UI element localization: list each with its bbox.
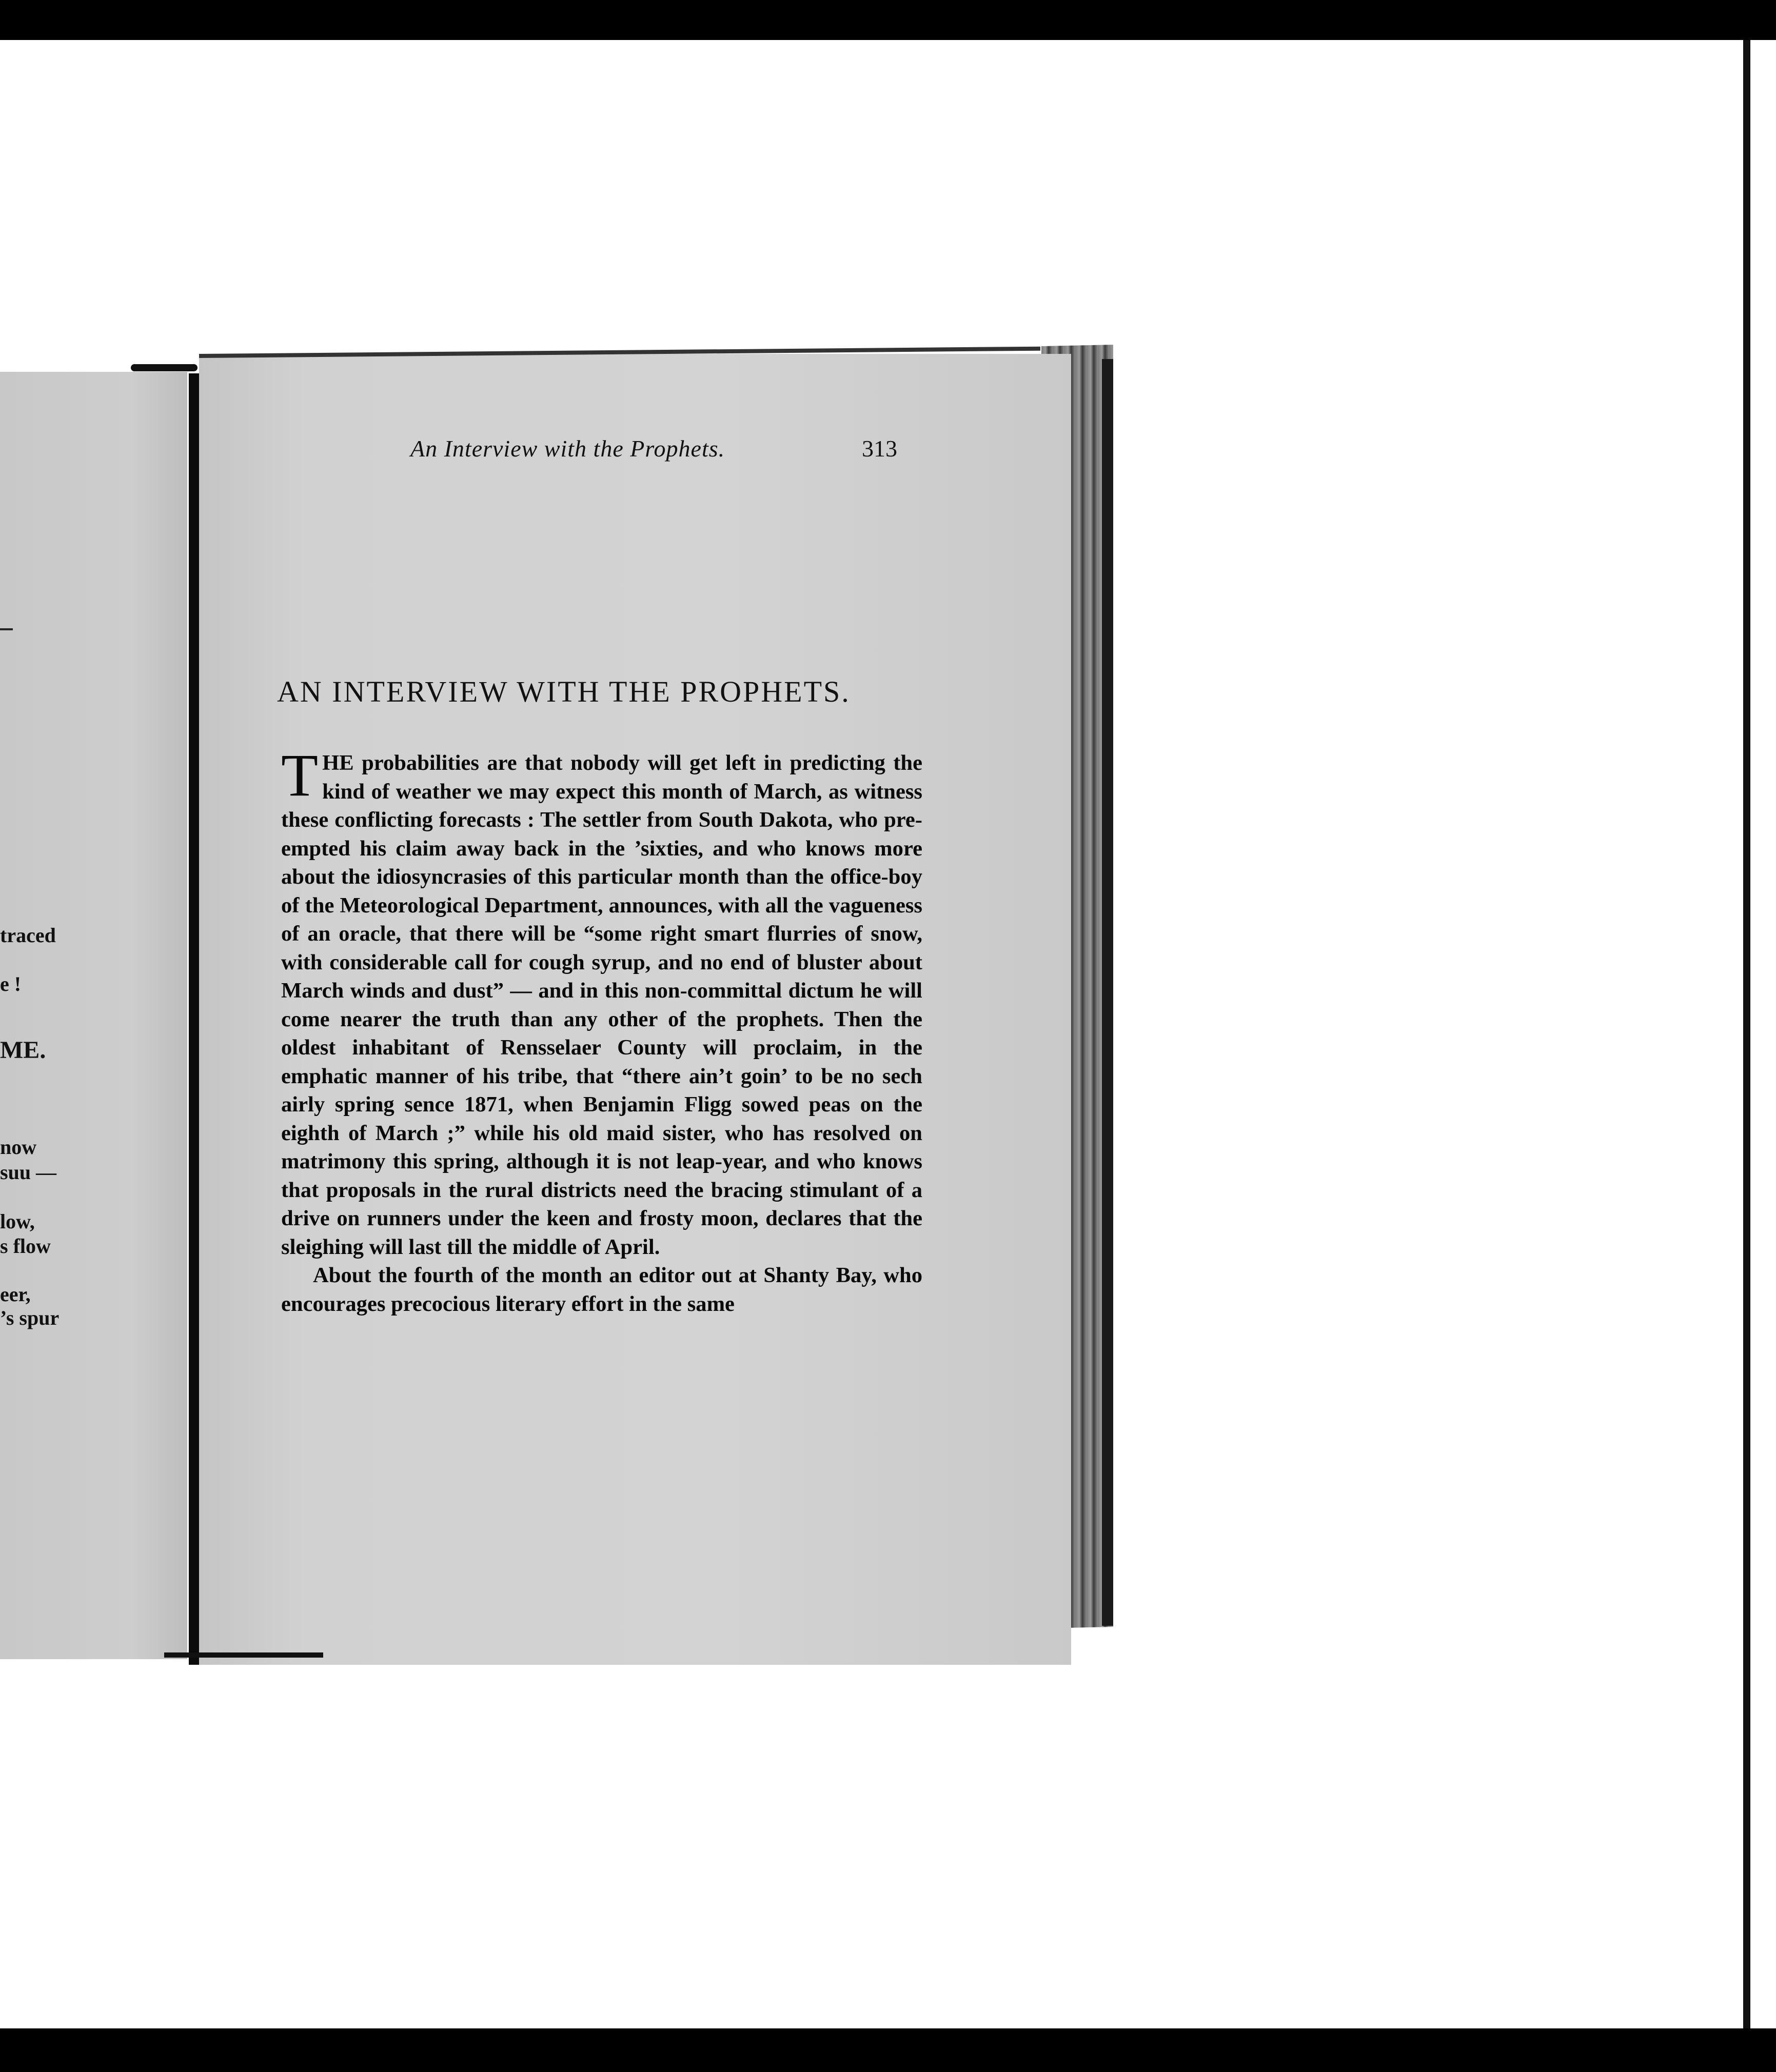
back-cover-edge (1102, 359, 1113, 1626)
running-head: An Interview with the Prophets. (410, 435, 725, 462)
paragraph: About the fourth of the month an editor out at Shanty Bay, who encourages precocious literary effort in the same (281, 1263, 922, 1316)
body-text (281, 742, 922, 1318)
left-fragment: ’s spur (0, 1306, 60, 1329)
scan-right-border (1743, 40, 1750, 2028)
left-fragment: low, (0, 1210, 35, 1233)
cover-edge (164, 1652, 323, 1658)
drop-cap: T (281, 742, 319, 809)
left-fragment: ME. (0, 1037, 46, 1064)
book-spine (189, 373, 199, 1665)
left-fragment: eer, (0, 1283, 31, 1306)
paragraph (281, 742, 922, 1261)
scan-top-border (0, 0, 1776, 40)
page-number: 313 (862, 435, 897, 462)
left-fragment: traced (0, 924, 56, 947)
left-fragment: suu — (0, 1161, 57, 1184)
scan-bottom-border (0, 2028, 1776, 2072)
left-fragment: e ! (0, 972, 22, 995)
cover-edge (131, 364, 198, 371)
left-page-rule (0, 628, 13, 630)
left-fragment: now (0, 1135, 37, 1159)
left-fragment: s flow (0, 1234, 51, 1258)
left-page (0, 372, 187, 1659)
paragraph-text: HE probabilities are that nobody will get left in predicting the kind of weather we may expect this month of March, as witness these conflicting forecasts : The settler from South Dakota, who pre-empted his claim away back in the ’sixties, and who knows more about the idiosyncrasies of this particular month than the office-boy of the Meteorological Department, announces, with all the vagueness of an oracle, that there will be “some right smart flurries of snow, with considerable call for cough syrup, and no end of bluster about March winds and dust” — and in this non-committal dictum he will come nearer the truth than any other of the prophets. Then the oldest inhabitant of Rensselaer County will proclaim, in the emphatic manner of his tribe, that “there ain’t goin’ to be no sech airly spring sence 1871, when Benjamin Fligg sowed peas on the eighth of March ;” while his old maid sister, who has resolved on matrimony this spring, although it is not leap-year, and who knows that proposals in the rural districts need the bracing stimulant of a drive on runners under the keen and frosty moon, declares that the sleighing will last till the middle of April. (281, 751, 922, 1259)
chapter-title: AN INTERVIEW WITH THE PROPHETS. (277, 675, 851, 708)
